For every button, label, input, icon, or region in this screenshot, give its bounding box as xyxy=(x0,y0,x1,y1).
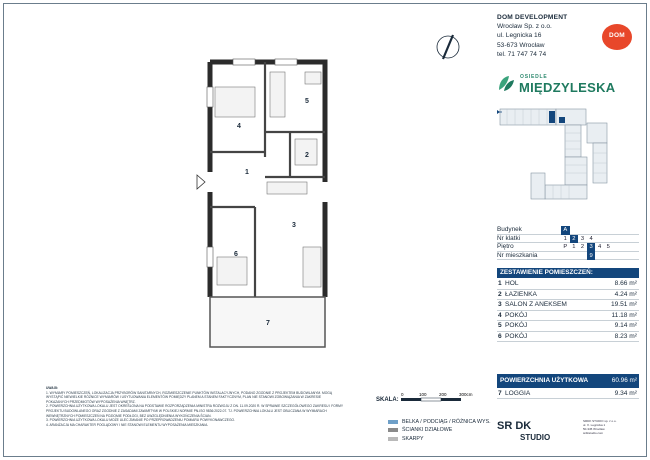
total-area xyxy=(497,374,639,388)
estate-logo xyxy=(497,68,637,98)
info-cell: 9 xyxy=(587,252,596,261)
studio-address: SRDK STUDIO sp. z o.o. ul. X. Legnicka 1 50-345 Wrocław srdkstudio.com xyxy=(583,419,617,436)
legend-item: SKARPY xyxy=(388,435,491,443)
note-line: 4. ARANŻACJA MA CHARAKTER POGLĄDOWY I NIE STANOWI ELEMENTU WYPOSAŻENIA MIESZKANIA. xyxy=(46,422,209,427)
room-row: 4 POKÓJ 11.18 m² xyxy=(497,311,639,322)
info-row-floor: Piętro P 1 2 3 4 5 xyxy=(497,243,639,252)
dom-logo: DOM xyxy=(598,24,636,50)
leaf-icon xyxy=(497,74,515,92)
plan-label-6: 6 xyxy=(234,251,238,258)
room-row: 1 HOL 8.66 m² xyxy=(497,279,639,290)
note-line: WYSTĄPIĆ NIEWIELKIE RÓŻNICE WYMIARÓW I USYTUOWANIA ELEMENTÓW POMIĘDZY PLANEM A STANEM FAKTYCZNYM, PLAN NIE STANOWI ZOBOWIĄZANIA W ZAKRESIE xyxy=(46,395,322,400)
legend xyxy=(388,418,491,443)
note-line: WEWNĘTRZNYCH POMIESZCZEŃ NA POZIOMIE PODŁOGI, BEZ UWZGLĘDNIENIA WYKOŃCZENIA ŚCIAN. xyxy=(46,413,212,418)
estate-name: MIĘDZYLESKA xyxy=(519,80,616,95)
note-line: 1. WYMIARY POMIESZCZEŃ, LOKALIZACJA PRZYBORÓW SANITARNYCH, ROZMIESZCZENIE PUNKTÓW INSTALACYJNYCH, PODANO ZGODNIE Z PROJEKTEM BUDOWLANYM. MOGĄ xyxy=(46,390,333,395)
info-cell: 5 xyxy=(606,244,610,250)
company-address xyxy=(497,13,597,59)
company-name: DOM DEVELOPMENT xyxy=(497,14,568,21)
floor-plan xyxy=(195,47,345,362)
room-row: 3 SALON Z ANEKSEM 19.51 m² xyxy=(497,300,639,311)
company-line2: ul. Legnicka 16 xyxy=(497,32,542,40)
company-phone: tel. 71 747 74 74 xyxy=(497,50,547,58)
rooms-list xyxy=(497,279,639,342)
info-cell: 4 xyxy=(598,244,602,250)
scale-tick: 300cm xyxy=(459,392,473,397)
note-line: POKAZANYCH PRZEDMIOTÓW WYPOSAŻENIA WNĘTRZ. xyxy=(46,399,136,404)
key-plan xyxy=(497,103,639,221)
loggia-row: 7 LOGGIA 9.34 m² xyxy=(498,390,637,397)
company-line1: Wrocław Sp. z o.o. xyxy=(497,23,552,31)
plan-label-4: 4 xyxy=(237,123,241,130)
total-area-value: 60.96 m² xyxy=(611,377,637,384)
studio-name: STUDIO xyxy=(520,433,551,442)
plan-label-5: 5 xyxy=(305,98,309,105)
studio-mark: SR DK xyxy=(497,420,532,432)
note-line: 2. POWIERZCHNIA UŻYTKOWA LOKALU JEST OKREŚLONA NA PODSTAWIE ROZPORZĄDZENIA MINISTRA ROZWOJU Z DN. 11.09.2020 R. W SPRAWIE SZCZEGÓŁOWEGO ZAKRESU I FORMY xyxy=(46,404,344,409)
plan-label-3: 3 xyxy=(292,222,296,229)
room-row: 6 POKÓJ 8.23 m² xyxy=(497,332,639,343)
info-cell: 3 xyxy=(587,243,596,252)
scale-tick: 200 xyxy=(439,392,447,397)
plan-label-1: 1 xyxy=(245,169,249,176)
plan-label-2: 2 xyxy=(305,152,309,159)
info-cell: 2 xyxy=(580,244,585,250)
studio-logo xyxy=(496,417,560,443)
room-row: 5 POKÓJ 9.14 m² xyxy=(497,321,639,332)
plan-label-7: 7 xyxy=(266,320,270,327)
apartment-info xyxy=(497,226,639,260)
info-cell: 1 xyxy=(563,235,567,242)
info-row-staircase: Nr klatki 1 2 3 4 xyxy=(497,235,639,244)
info-cell: 4 xyxy=(589,235,593,242)
scale-bar xyxy=(401,390,481,404)
info-cell: A xyxy=(561,226,570,235)
scale-label: SKALA: xyxy=(376,397,399,403)
legend-item: BELKA / PODCIĄG / RÓŻNICA WYS. xyxy=(388,418,491,426)
info-row-building: Budynek A xyxy=(497,226,639,235)
rooms-header: ZESTAWIENIE POMIESZCZEŃ: xyxy=(497,268,639,278)
notes xyxy=(46,386,364,427)
scale-tick: 100 xyxy=(419,392,427,397)
info-cell: P xyxy=(563,244,568,250)
legend-item: ŚCIANKI DZIAŁOWE xyxy=(388,426,491,434)
info-row-apartment: Nr mieszkania 9 xyxy=(497,252,639,261)
scale-tick: 0 xyxy=(401,392,404,397)
notes-header: UWAGI: xyxy=(46,386,59,390)
north-arrow-icon xyxy=(433,32,463,62)
note-line: 3. POWIERZCHNIA UŻYTKOWA LOKALU MOŻE ULEC ZMIANIE PO PRZEPROWADZENIU POMIARU POWYKONAWCZEGO. xyxy=(46,418,236,423)
info-cell: 3 xyxy=(580,235,585,242)
info-cell: 2 xyxy=(570,235,579,244)
estate-small: OSIEDLE xyxy=(520,74,548,80)
note-line: PROJEKTU BUDOWLANEGO ORAZ ZGODNIE Z ZASADAMI ZAWARTYMI W POLSKIEJ NORMIE PN-ISO 9836:2022-07. TJ. POWIERZCHNIA LOKALU JEST OBLICZANA W WYMIARACH xyxy=(46,408,327,413)
total-area-label: POWIERZCHNIA UŻYTKOWA xyxy=(500,377,589,384)
company-line3: 53-673 Wrocław xyxy=(497,41,545,49)
room-row: 2 ŁAZIENKA 4.24 m² xyxy=(497,290,639,301)
info-cell: 1 xyxy=(572,244,576,250)
